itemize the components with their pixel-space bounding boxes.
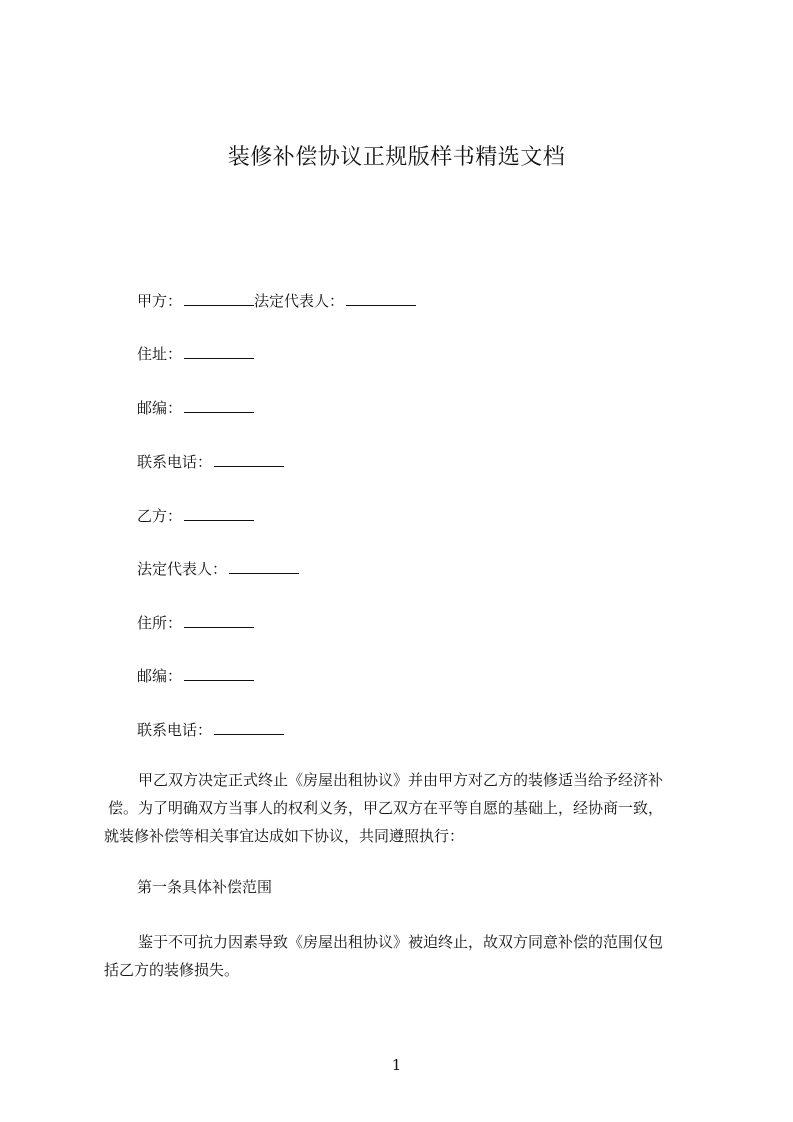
party-b-label: 乙方： — [137, 507, 183, 525]
intro-line-1: 甲乙双方决定正式终止《房屋出租协议》并由甲方对乙方的装修适当给予经济补 — [138, 771, 664, 789]
party-b-postcode-blank — [184, 666, 254, 681]
article-1-paragraph — [104, 928, 698, 984]
party-b-address-line — [137, 612, 254, 634]
page-number: 1 — [391, 1056, 402, 1074]
party-a-blank — [184, 291, 254, 306]
party-a-postcode-blank — [184, 398, 254, 413]
document-title: 装修补偿协议正规版样书精选文档 — [227, 145, 566, 170]
party-a-postcode-label: 邮编： — [137, 399, 183, 417]
party-b-rep-line — [137, 558, 299, 580]
party-a-rep-blank — [346, 291, 416, 306]
party-a-address-blank — [184, 344, 254, 359]
party-b-postcode-line — [137, 665, 254, 687]
party-b-phone-blank — [214, 720, 284, 735]
party-a-address-label: 住址： — [137, 345, 183, 363]
party-a-line — [137, 290, 416, 312]
party-a-phone-blank — [214, 452, 284, 467]
party-a-postcode-line — [137, 397, 254, 419]
party-a-phone-label: 联系电话： — [137, 453, 213, 471]
party-b-rep-label: 法定代表人： — [137, 560, 228, 578]
party-b-line — [137, 505, 254, 527]
party-b-address-label: 住所： — [137, 614, 183, 632]
party-b-address-blank — [184, 613, 254, 628]
intro-line-2: 偿。为了明确双方当事人的权利义务，甲乙双方在平等自愿的基础上，经协商一致， — [108, 799, 664, 817]
party-a-phone-line — [137, 451, 284, 473]
article-1-line-1: 鉴于不可抗力因素导致《房屋出租协议》被迫终止，故双方同意补偿的范围仅包 — [138, 933, 664, 951]
party-b-phone-label: 联系电话： — [137, 721, 213, 739]
party-b-postcode-label: 邮编： — [137, 667, 183, 685]
party-a-rep-label: 法定代表人： — [254, 292, 345, 310]
party-a-address-line — [137, 343, 254, 365]
article-1-line-2: 括乙方的装修损失。 — [104, 961, 240, 979]
party-b-phone-line — [137, 719, 284, 741]
intro-line-3: 就装修补偿等相关事宜达成如下协议，共同遵照执行： — [104, 827, 465, 845]
party-b-blank — [184, 506, 254, 521]
party-a-label: 甲方： — [137, 292, 183, 310]
article-1-heading: 第一条具体补偿范围 — [137, 878, 273, 896]
intro-paragraph — [104, 766, 698, 850]
party-b-rep-blank — [229, 559, 299, 574]
